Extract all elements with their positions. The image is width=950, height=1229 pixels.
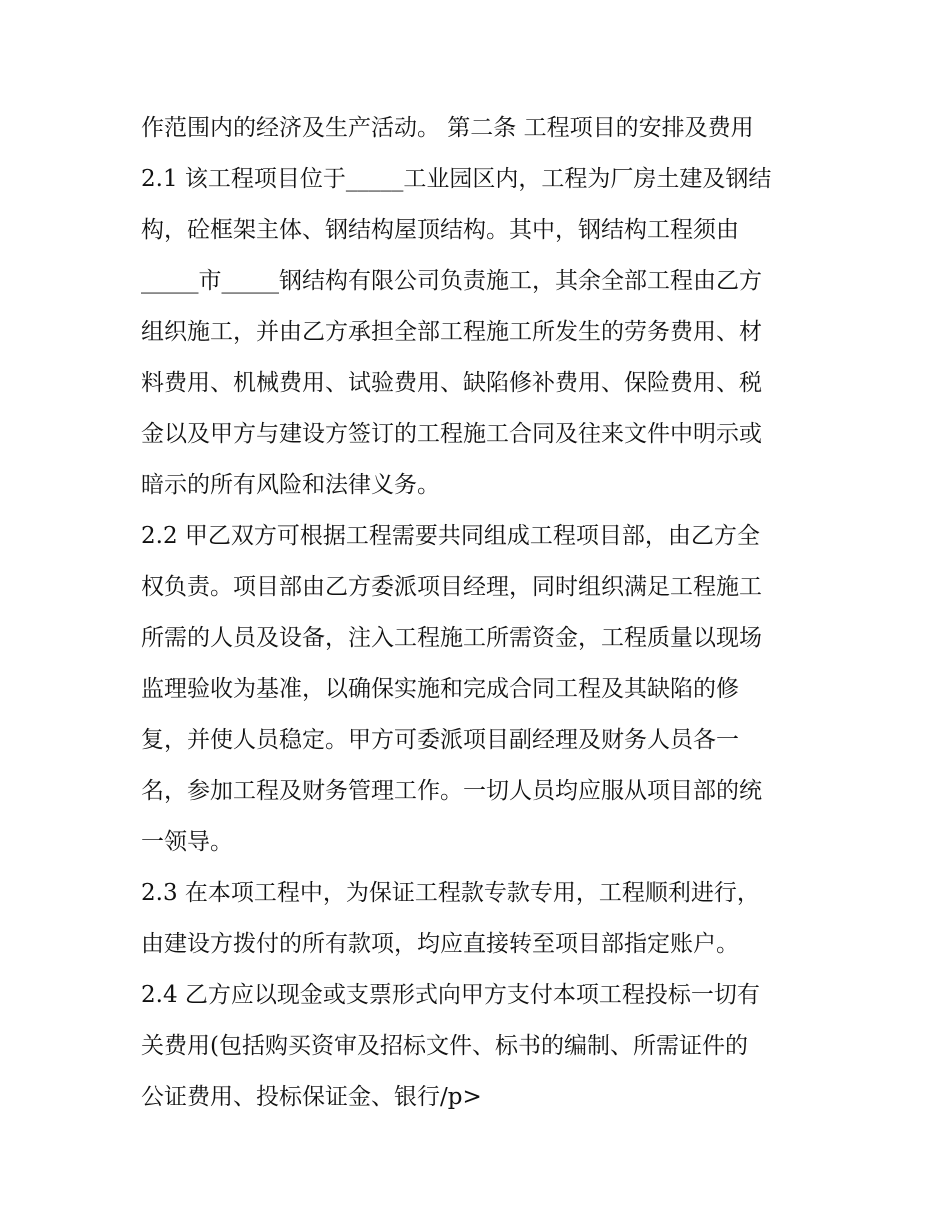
text-line: 一领导。 xyxy=(141,829,233,855)
text-line: 权负责。项目部由乙方委派项目经理，同时组织满足工程施工 xyxy=(141,574,762,600)
text-line: 所需的人员及设备，注入工程施工所需资金，工程质量以现场 xyxy=(141,625,762,651)
text-line: 监理验收为基准，以确保实施和完成合同工程及其缺陷的修 xyxy=(141,676,739,702)
text-line: 名，参加工程及财务管理工作。一切人员均应服从项目部的统 xyxy=(141,778,762,804)
text-line: 2.3 在本项工程中，为保证工程款专款专用，工程顺利进行， xyxy=(141,880,760,906)
text-line: 由建设方拨付的所有款项，均应直接转至项目部指定账户。 xyxy=(141,931,739,957)
text-line: 关费用(包括购买资审及招标文件、标书的编制、所需证件的 xyxy=(141,1033,748,1059)
text-line: 2.4 乙方应以现金或支票形式向甲方支付本项工程投标一切有 xyxy=(141,982,760,1008)
text-line: 复，并使人员稳定。甲方可委派项目副经理及财务人员各一 xyxy=(141,727,739,753)
text-line: 2.2 甲乙双方可根据工程需要共同组成工程项目部，由乙方全 xyxy=(141,523,760,549)
text-line: 金以及甲方与建设方签订的工程施工合同及往来文件中明示或 xyxy=(141,421,762,447)
text-line: 构，砼框架主体、钢结构屋顶结构。其中，钢结构工程须由 xyxy=(141,217,739,243)
text-line: _____市_____钢结构有限公司负责施工，其余全部工程由乙方 xyxy=(141,268,762,294)
text-line: 组织施工，并由乙方承担全部工程施工所发生的劳务费用、材 xyxy=(141,319,762,345)
text-line: 公证费用、投标保证金、银行/p> xyxy=(141,1084,482,1110)
text-line: 作范围内的经济及生产活动。 第二条 工程项目的安排及费用 xyxy=(141,115,754,141)
text-line: 料费用、机械费用、试验费用、缺陷修补费用、保险费用、税 xyxy=(141,370,762,396)
text-line: 暗示的所有风险和法律义务。 xyxy=(141,472,440,498)
text-line: 2.1 该工程项目位于_____工业园区内，工程为厂房土建及钢结 xyxy=(141,166,772,192)
